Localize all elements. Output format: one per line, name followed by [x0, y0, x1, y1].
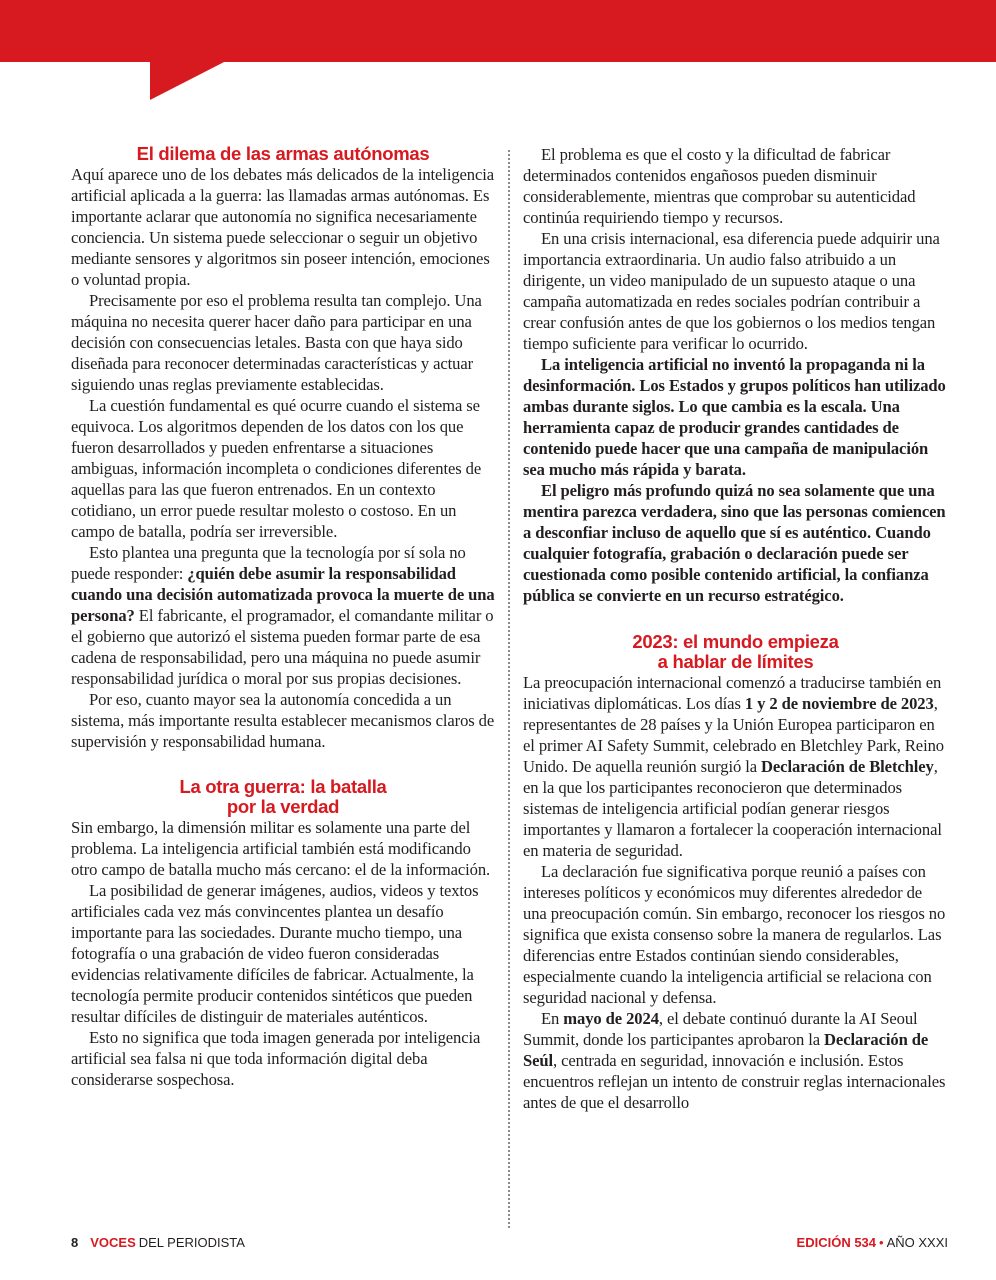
paragraph: Precisamente por eso el problema resulta tan complejo. Una máquina no necesita querer hacer daño para participar en una decisión con consecuencias letales. Basta con que haya sido diseñada para reconocer determinadas características y actuar siguiendo unas reglas previamente establecidas.	[71, 291, 482, 394]
banner-tab	[150, 60, 228, 100]
paragraph	[523, 1008, 948, 1113]
paragraph	[71, 542, 495, 689]
text-run: En	[541, 1009, 564, 1028]
magazine-name-rest: DEL PERIODISTA	[138, 1235, 245, 1250]
paragraph: Esto no significa que toda imagen generada por inteligencia artificial sea falsa ni que toda información digital deba considerarse sospechosa.	[71, 1028, 481, 1089]
bold-declaration: Declaración de Bletchley	[761, 757, 934, 776]
text-run: , representantes de 28 países y la Unión Europea participaron en el primer AI Safety Summit, celebrado en Bletchley Park, Reino Unido. De aquella reunión surgió la	[523, 694, 944, 776]
heading-line: a hablar de límites	[657, 651, 814, 672]
paragraph: La posibilidad de generar imágenes, audios, videos y textos artificiales cada vez más convincentes plantea un desafío importante para las sociedades. Durante mucho tiempo, una fotografía o una grabación de video fueron consideradas evidencias relativamente difíciles de fabricar. Actualmente, la tecnología permite producir contenidos sintéticos que pueden resultar difíciles de distinguir de materiales auténticos.	[71, 881, 479, 1026]
year-label: AÑO XXXI	[886, 1235, 948, 1250]
bullet-separator: •	[879, 1235, 884, 1250]
column-divider	[508, 150, 510, 1228]
edition-label: EDICIÓN 534	[796, 1235, 877, 1250]
magazine-name-bold: VOCES	[90, 1235, 136, 1250]
paragraph: La declaración fue significativa porque reunió a países con intereses políticos y económicos muy diferentes alrededor de una preocupación común. Sin embargo, reconocer los riesgos no significa que exista consenso sobre la manera de regularlos. Las diferencias entre Estados continúan siendo considerables, especialmente cuando la inteligencia artificial se relaciona con seguridad nacional y defensa.	[523, 862, 946, 1007]
paragraph: Por eso, cuanto mayor sea la autonomía concedida a un sistema, más importante resulta establecer mecanismos claros de supervisión y responsabilidad humana.	[71, 690, 495, 751]
bold-date: mayo de 2024	[563, 1009, 659, 1028]
bold-question: ¿quién debe asumir la responsabilidad cuando una decisión automatizada provoca la muerte de una persona?	[71, 564, 495, 625]
heading-2023-limits	[523, 632, 948, 672]
heading-line: La otra guerra: la batalla	[179, 776, 387, 797]
text-run: Esto plantea una pregunta que la tecnología por sí sola no puede responder:	[71, 543, 466, 583]
paragraph-bold	[523, 480, 948, 606]
heading-line: por la verdad	[226, 796, 340, 817]
bold-date: 1 y 2 de noviembre de 2023	[744, 694, 934, 713]
heading-autonomous-weapons: El dilema de las armas autónomas	[136, 143, 430, 164]
paragraph: El problema es que el costo y la dificultad de fabricar determinados contenidos engañosos pueden disminuir considerablemente, mientras que comprobar su autenticidad continúa requiriendo tiempo y recursos.	[523, 145, 916, 227]
page-number: 8	[71, 1235, 79, 1250]
paragraph: En una crisis internacional, esa diferencia puede adquirir una importancia extraordinaria. Un audio falso atribuido a un dirigente, un video manipulado de un supuesto ataque o una campaña automatizada en redes sociales podrían contribuir a crear confusión antes de que los gobiernos o los medios tengan tiempo suficiente para verificar lo ocurrido.	[523, 229, 940, 353]
paragraph-bold	[523, 354, 948, 480]
text-run: , el debate continuó durante la AI Seoul Summit, donde los participantes aprobaron la	[523, 1009, 918, 1049]
paragraph: La cuestión fundamental es qué ocurre cuando el sistema se equivoca. Los algoritmos dependen de los datos con los que fueron desarrollados y pueden enfrentarse a situaciones ambiguas, información incompleta o condiciones diferentes de aquellas para las que fueron entrenados. En un contexto cotidiano, un error puede resultar molesto o costoso. En un campo de batalla, podría ser irreversible.	[71, 396, 482, 541]
paragraph: Aquí aparece uno de los debates más delicados de la inteligencia artificial aplicada a la guerra: las llamadas armas autónomas. Es importante aclarar que autonomía no significa necesariamente conciencia. Un sistema puede seleccionar o seguir un objetivo mediante sensores y algoritmos sin poseer intención, emociones o voluntad propia.	[71, 165, 495, 289]
left-column	[71, 144, 495, 1090]
top-banner	[0, 0, 996, 62]
paragraph	[523, 672, 948, 861]
page-footer	[71, 1235, 948, 1253]
text-run: El fabricante, el programador, el comandante militar o el gobierno que autorizó el sistema pueden formar parte de esa cadena de responsabilidad, pero una máquina no puede asumir responsabilidad jurídica o moral por sus propias decisiones.	[71, 606, 494, 688]
right-column	[523, 144, 948, 1113]
bold-text: La inteligencia artificial no inventó la propaganda ni la desinformación. Los Estados y grupos políticos han utilizado ambas durante siglos. Lo que cambia es la escala. Una herramienta capaz de producir grandes cantidades de contenido puede hacer que una campaña de manipulación sea mucho más rápida y barata.	[523, 355, 946, 479]
footer-right	[797, 1235, 948, 1250]
text-run: , en la que los participantes reconocieron que determinados sistemas de inteligencia artificial podían generar riesgos importantes y llamaron a fortalecer la cooperación internacional en materia de seguridad.	[523, 757, 942, 860]
footer-left	[71, 1235, 245, 1250]
text-run: , centrada en seguridad, innovación e inclusión. Estos encuentros reflejan un intento de construir reglas internacionales antes de que el desarrollo	[523, 1051, 946, 1112]
text-run: La preocupación internacional comenzó a traducirse también en iniciativas diplomáticas. Los días	[523, 673, 942, 713]
heading-battle-for-truth	[71, 777, 495, 817]
heading-line: 2023: el mundo empieza	[632, 631, 839, 652]
paragraph: Sin embargo, la dimensión militar es solamente una parte del problema. La inteligencia artificial también está modificando otro campo de batalla mucho más cercano: el de la información.	[71, 818, 491, 879]
bold-text: El peligro más profundo quizá no sea solamente que una mentira parezca verdadera, sino que las personas comiencen a desconfiar incluso de aquello que sí es auténtico. Cuando cualquier fotografía, grabación o declaración puede ser cuestionada como posible contenido artificial, la confianza pública se convierte en un recurso estratégico.	[523, 481, 946, 605]
bold-declaration: Declaración de Seúl	[523, 1030, 929, 1070]
